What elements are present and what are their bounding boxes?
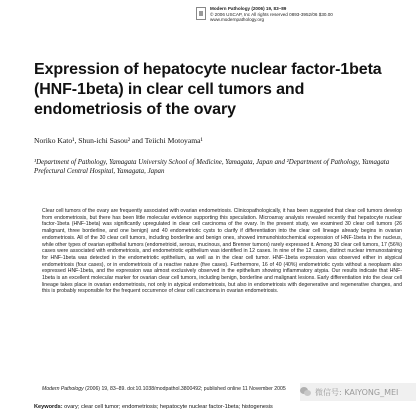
article-title: Expression of hepatocyte nuclear factor-1beta (HNF-1beta) in clear cell tumors and endometriosis of the ovary	[34, 61, 382, 118]
citation-details: (2006) 19, 83–89. doi:10.1038/modpathol.3800492; published online 11 November 2005	[83, 386, 286, 392]
journal-masthead	[210, 6, 410, 23]
watermark-text: 微信号: KAIYONG_MEI	[315, 387, 399, 397]
publisher-logo	[196, 7, 206, 20]
keywords-text: ovary; clear cell tumor; endometriosis; hepatocyte nuclear factor-1beta; histogenesis	[62, 404, 273, 410]
journal-url[interactable]: www.modernpathology.org	[210, 17, 265, 23]
affiliations: ¹Department of Pathology, Yamagata University School of Medicine, Yamagata, Japan and ²Department of Pathology, Yamagata Prefectural Central Hospital, Yamagata, Japan	[34, 159, 390, 175]
keywords-label: Keywords:	[34, 404, 63, 410]
author-list: Noriko Kato¹, Shun-ichi Sasou² and Teiichi Motoyama¹	[34, 136, 203, 145]
abstract-body: Clear cell tumors of the ovary are frequently associated with ovarian endometriosis. Clinicopathologically, it has been suggested that clear cell tumors develop from endometriosis, but there has been little molecular evidence supporting this speculation. Microarray analysis revealed recently that hepatocyte nuclear factor-1beta (HNF-1beta) was significantly upregulated in clear cell carcinoma of the ovary. In the present study, we examined 30 clear cell tumors (26 malignant, three borderline, and one benign) and 40 endometriotic cysts to clarify if differentiation into the clear cell lineage already begins in ovarian endometriosis. All of the 30 clear cell tumors, including borderline and benign ones, showed immunohistochemical expression of HNF-1beta in the nucleus, while other types of ovarian epithelial tumors (endometrioid, serous, mucinous, and Brenner tumors) rarely expressed it. Among 30 clear cell tumors, 17 (56%) cases were associated with endometriosis, and endometriotic epithelium was identified in 12 cases. In nine of the 12 cases, distinct nuclear immunostaining for HNF-1beta was detected in the endometriotic epithelium, as well as in the clear cell tumor. HNF-1beta expression was observed either in atypical endometriosis (four cases), or in endometriosis of a reactive nature (five cases). Furthermore, 16 of 40 (40%) endometriotic cysts without a neoplasm also expressed HNF-1beta, and the expression was almost exclusively observed in the epithelium showing inflammatory atypia. Our results indicate that HNF-1beta is an excellent molecular marker for ovarian clear cell tumors, including benign, borderline and malignant lesions. Early differentiation into the clear cell lineage takes place in ovarian endometriosis, not only in atypical endometriosis, but also in endometriosis with degenerative and regenerative changes, and this is probably responsible for the frequent occurrence of clear cell carcinoma in ovarian endometriosis.	[42, 208, 402, 295]
journal-citation-line: Modern Pathology (2006) 19, 83–89	[210, 6, 287, 11]
copyright-line: © 2006 USCAP, Inc All rights reserved 0893-3952/06 $30.00	[210, 11, 333, 17]
wechat-icon	[300, 386, 312, 398]
keywords	[34, 404, 406, 411]
citation-journal: Modern Pathology	[42, 386, 84, 392]
wechat-watermark	[300, 383, 416, 401]
